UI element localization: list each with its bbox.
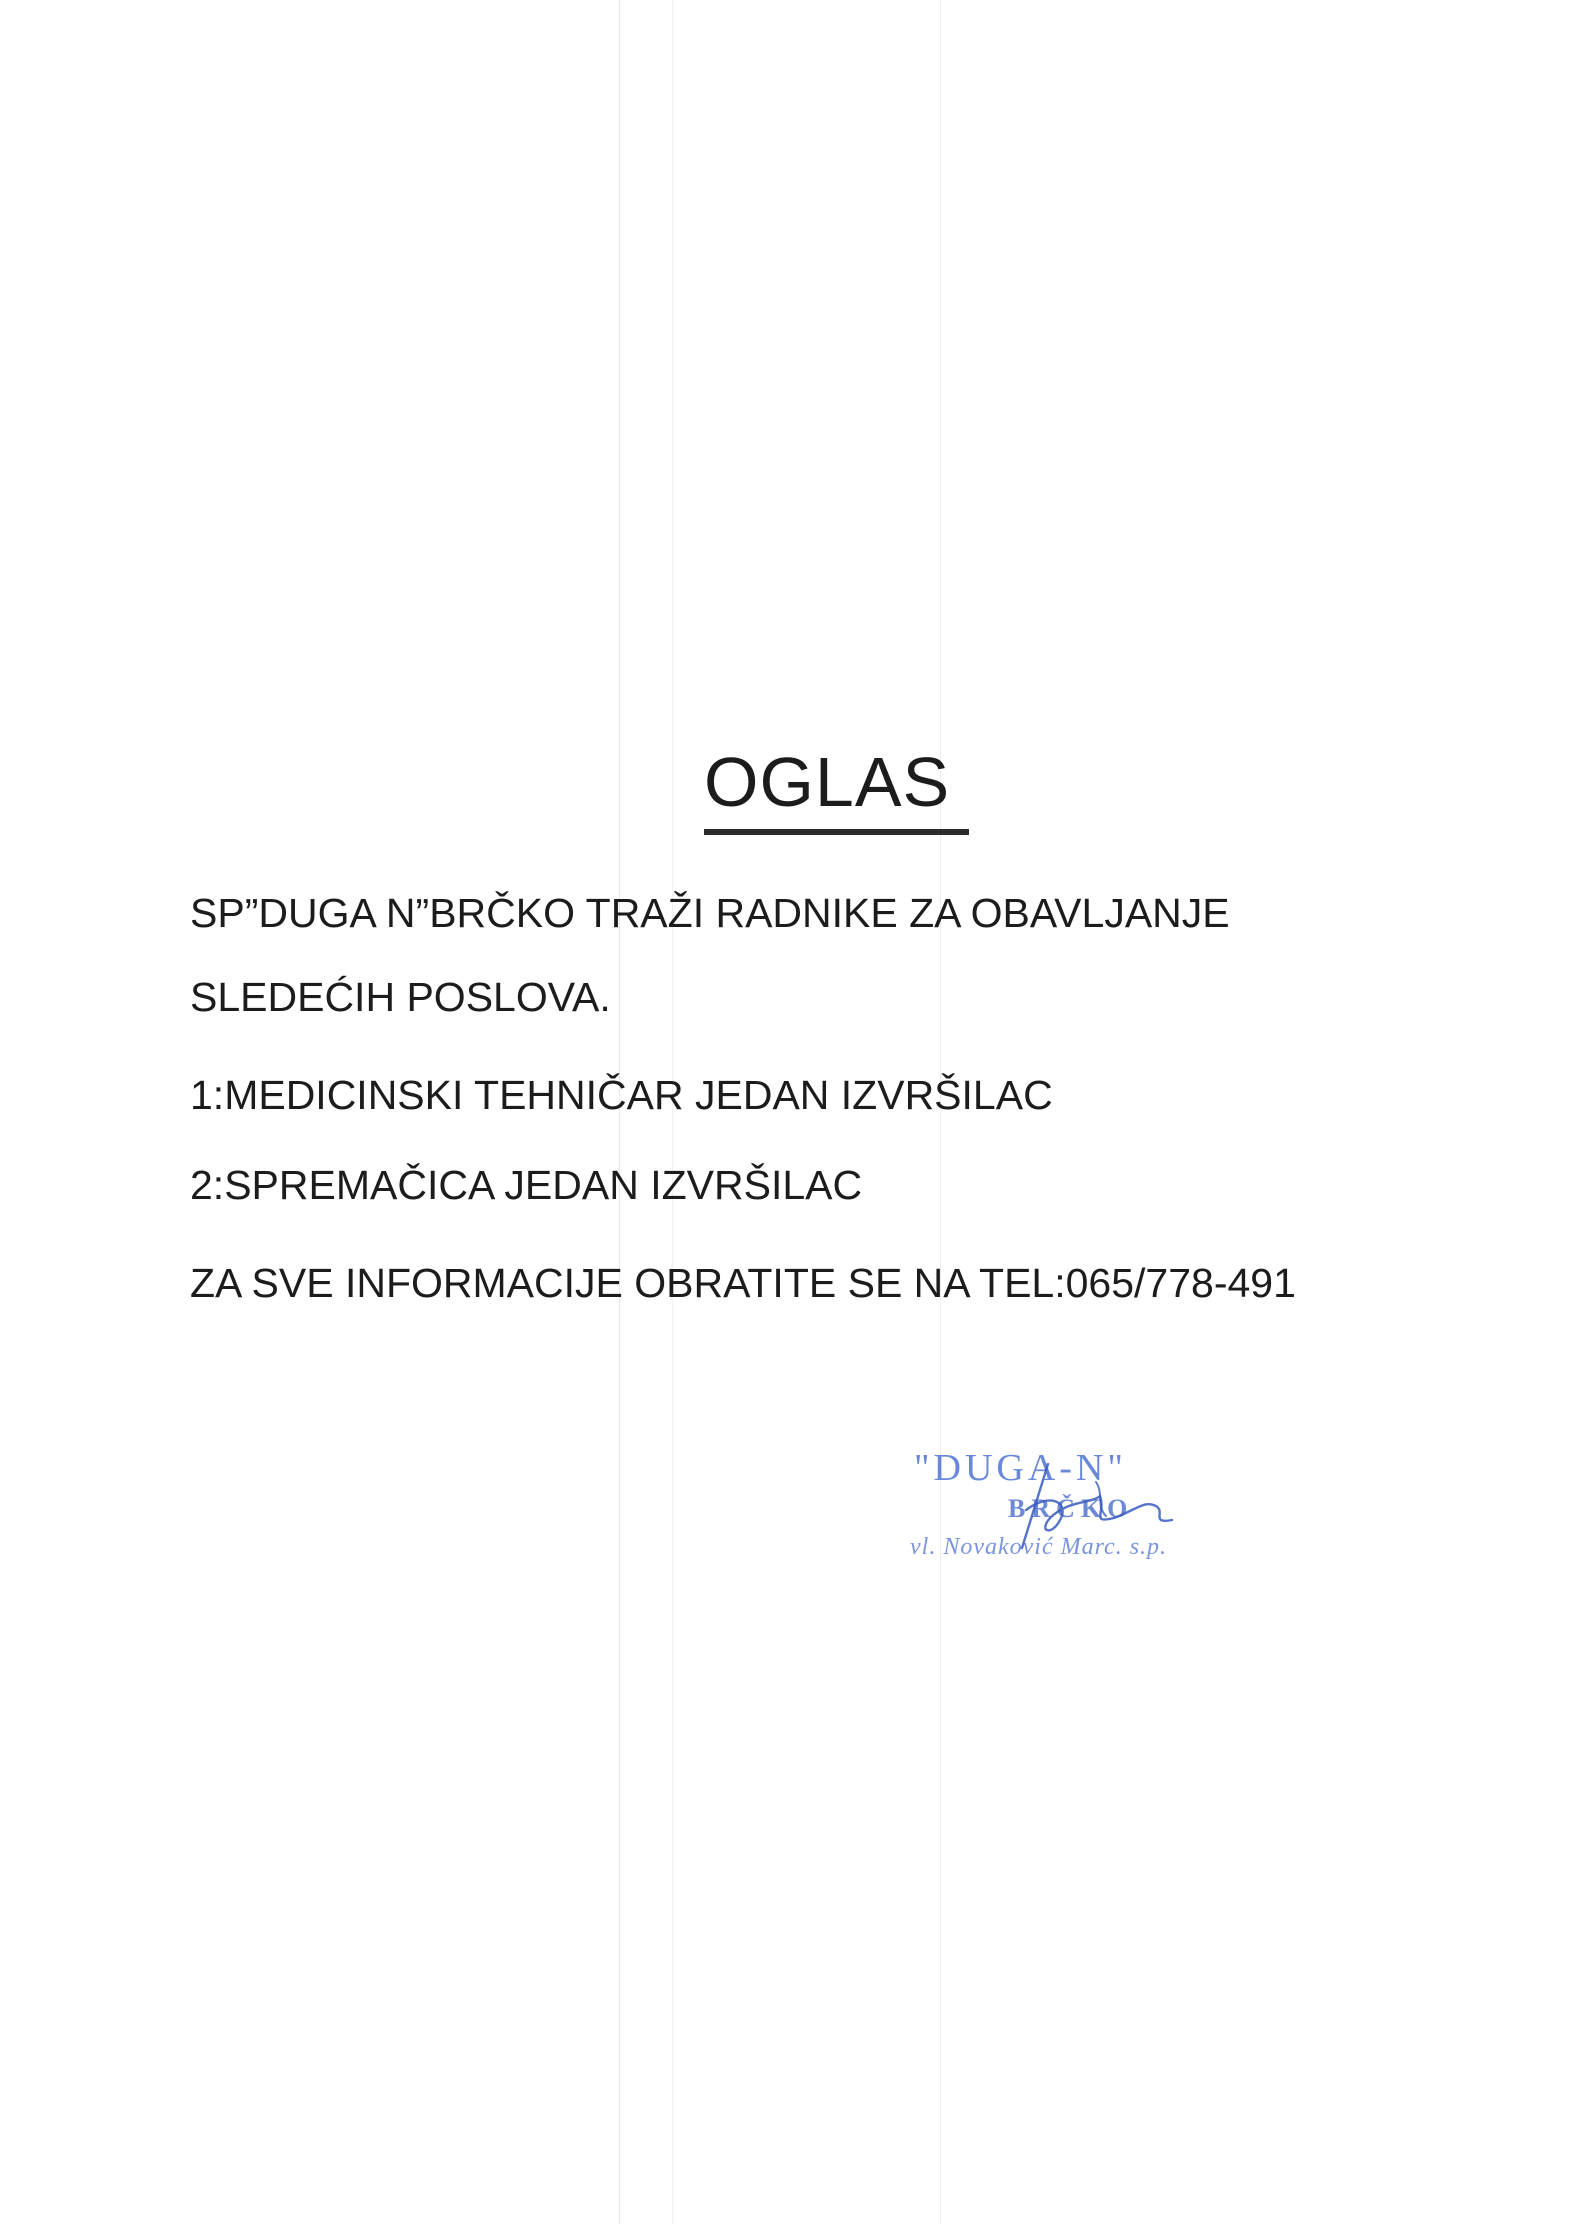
notice-line-position-2: 2:SPREMAČICA JEDAN IZVRŠILAC <box>190 1162 863 1208</box>
notice-line-intro: SP”DUGA N”BRČKO TRAŽI RADNIKE ZA OBAVLJANJE <box>190 890 1230 936</box>
handwritten-signature <box>900 1440 1260 1580</box>
notice-line-intro-cont: SLEDEĆIH POSLOVA. <box>190 974 611 1020</box>
notice-line-position-1: 1:MEDICINSKI TEHNIČAR JEDAN IZVRŠILAC <box>190 1072 1053 1118</box>
stamp-company-name: "DUGA-N" <box>914 1447 1127 1489</box>
stamp-city: BRČKO <box>1008 1494 1134 1523</box>
title-underline <box>704 829 969 835</box>
company-stamp <box>900 1440 1260 1580</box>
stamp-owner: vl. Novaković Marc. s.p. <box>910 1534 1168 1560</box>
notice-title: OGLAS <box>704 743 951 821</box>
notice-line-contact: ZA SVE INFORMACIJE OBRATITE SE NA TEL:065/778-491 <box>190 1260 1296 1306</box>
